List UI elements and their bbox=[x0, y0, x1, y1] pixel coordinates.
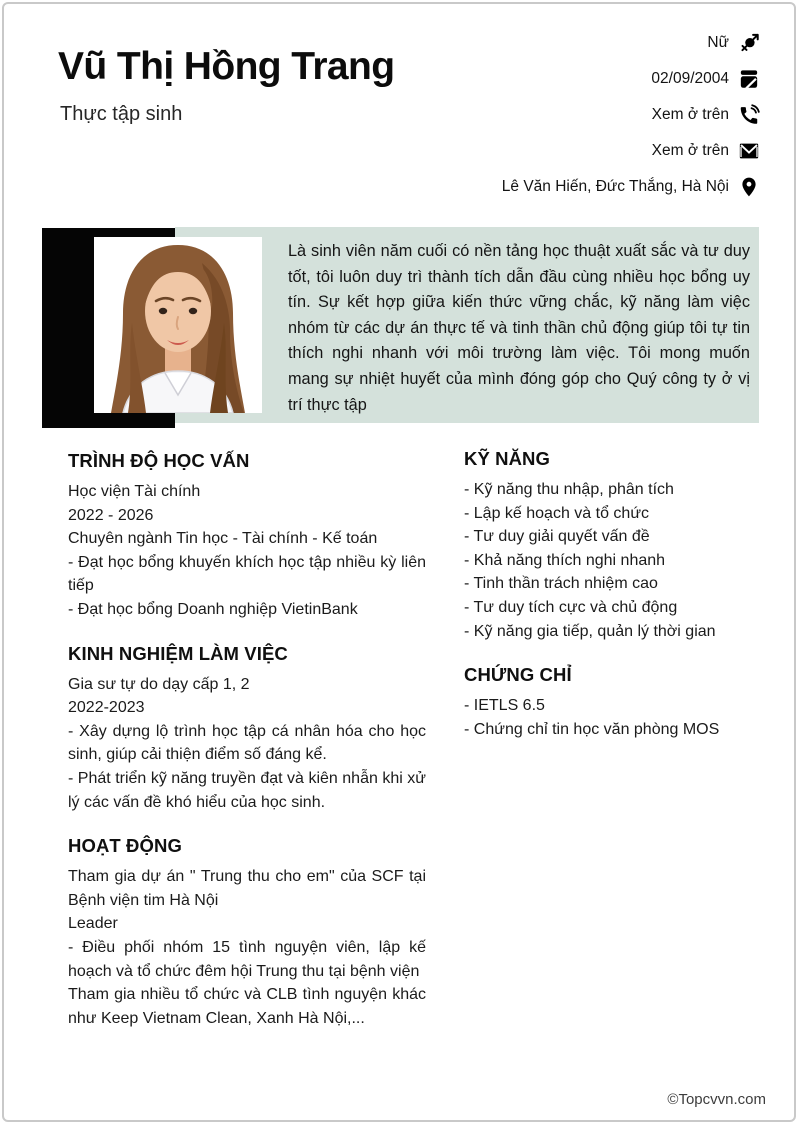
address-value: Lê Văn Hiến, Đức Thắng, Hà Nội bbox=[501, 177, 729, 195]
skill-line: - Tinh thần trách nhiệm cao bbox=[464, 575, 658, 593]
location-icon bbox=[738, 176, 760, 198]
phone-value: Xem ở trên bbox=[651, 105, 729, 123]
activities-line: - Điều phối nhóm 15 tình nguyện viên, lập kế hoạch và tổ chức đêm hội Trung thu tại bệnh viện bbox=[68, 938, 426, 980]
experience-line: Gia sư tự do dạy cấp 1, 2 bbox=[68, 675, 250, 693]
section-experience bbox=[68, 643, 426, 815]
section-skills bbox=[464, 448, 766, 643]
experience-line: - Phát triển kỹ năng truyền đạt và kiên nhẫn khi xử lý các vấn đề khó hiểu của học sinh. bbox=[68, 769, 426, 811]
summary-paragraph: Là sinh viên năm cuối có nền tảng học thuật xuất sắc và tư duy tốt, tôi luôn duy trì thành tích dẫn đầu cùng nhiều học bổng uy tín. Sự kết hợp giữa kiến thức vững chắc, kỹ năng làm việc nhóm từ các dự án thực tế và tinh thần chủ động giúp tôi tự tin thích nghi nhanh với môi trường làm việc. Tôi mong muốn mang sự nhiệt huyết của mình đóng góp cho Quý công ty ở vị trí thực tập bbox=[288, 242, 750, 414]
education-line: - Đạt học bổng Doanh nghiệp VietinBank bbox=[68, 600, 358, 618]
candidate-name: Vũ Thị Hồng Trang bbox=[58, 45, 395, 88]
activities-line: Leader bbox=[68, 915, 118, 933]
education-line: 2022 - 2026 bbox=[68, 506, 154, 524]
activities-heading: HOẠT ĐỘNG bbox=[68, 835, 182, 857]
section-certificates bbox=[464, 664, 766, 741]
birthdate-value: 02/09/2004 bbox=[651, 69, 729, 87]
section-activities bbox=[68, 835, 426, 1030]
contact-row-gender bbox=[502, 31, 760, 54]
skill-line: - Kỹ năng thu nhập, phân tích bbox=[464, 481, 674, 498]
mail-icon bbox=[738, 140, 760, 162]
contact-row-phone bbox=[502, 103, 760, 126]
email-value: Xem ở trên bbox=[651, 141, 729, 159]
skill-line: - Khả năng thích nghi nhanh bbox=[464, 551, 666, 569]
skill-line: - Lập kế hoạch và tổ chức bbox=[464, 504, 650, 522]
section-education bbox=[68, 450, 426, 622]
education-heading: TRÌNH ĐỘ HỌC VẤN bbox=[68, 450, 250, 471]
left-column bbox=[68, 450, 426, 1051]
skill-line: - Kỹ năng gia tiếp, quản lý thời gian bbox=[464, 622, 716, 640]
watermark-credit: ©Topcvvn.com bbox=[667, 1091, 766, 1108]
education-line: Học viện Tài chính bbox=[68, 483, 201, 500]
experience-heading: KINH NGHIỆM LÀM VIỆC bbox=[68, 642, 288, 664]
contact-row-address bbox=[502, 175, 760, 198]
cv-page bbox=[2, 2, 796, 1122]
portrait-illustration bbox=[94, 237, 262, 413]
certificate-line: - Chứng chỉ tin học văn phòng MOS bbox=[464, 720, 720, 738]
phone-icon bbox=[738, 104, 760, 126]
gender-icon bbox=[738, 32, 760, 54]
education-line: Chuyên ngành Tin học - Tài chính - Kế toán bbox=[68, 530, 378, 548]
contact-row-email bbox=[502, 139, 760, 162]
activities-line: Tham gia dự án " Trung thu cho em" của SCF tại Bệnh viện tim Hà Nội bbox=[68, 868, 426, 909]
right-column bbox=[464, 448, 766, 762]
skills-heading: KỸ NĂNG bbox=[464, 448, 551, 469]
activities-line: Tham gia nhiều tổ chức và CLB tình nguyện khác như Keep Vietnam Clean, Xanh Hà Nội,... bbox=[68, 986, 426, 1027]
calendar-icon bbox=[738, 68, 760, 90]
education-line: - Đạt học bổng khuyến khích học tập nhiều kỳ liên tiếp bbox=[68, 553, 426, 595]
experience-line: 2022-2023 bbox=[68, 699, 145, 717]
skill-line: - Tư duy giải quyết vấn đề bbox=[464, 528, 650, 546]
gender-value: Nữ bbox=[707, 33, 729, 51]
certificates-heading: CHỨNG CHỈ bbox=[464, 664, 572, 686]
profile-photo bbox=[94, 237, 262, 413]
summary-section bbox=[42, 226, 760, 428]
job-title: Thực tập sinh bbox=[60, 103, 183, 125]
certificate-line: - IETLS 6.5 bbox=[464, 697, 545, 715]
experience-line: - Xây dựng lộ trình học tập cá nhân hóa cho học sinh, giúp cải thiện điểm số đáng kể. bbox=[68, 722, 426, 764]
contact-info bbox=[502, 31, 760, 198]
contact-row-birthdate bbox=[502, 67, 760, 90]
skill-line: - Tư duy tích cực và chủ động bbox=[464, 598, 678, 616]
